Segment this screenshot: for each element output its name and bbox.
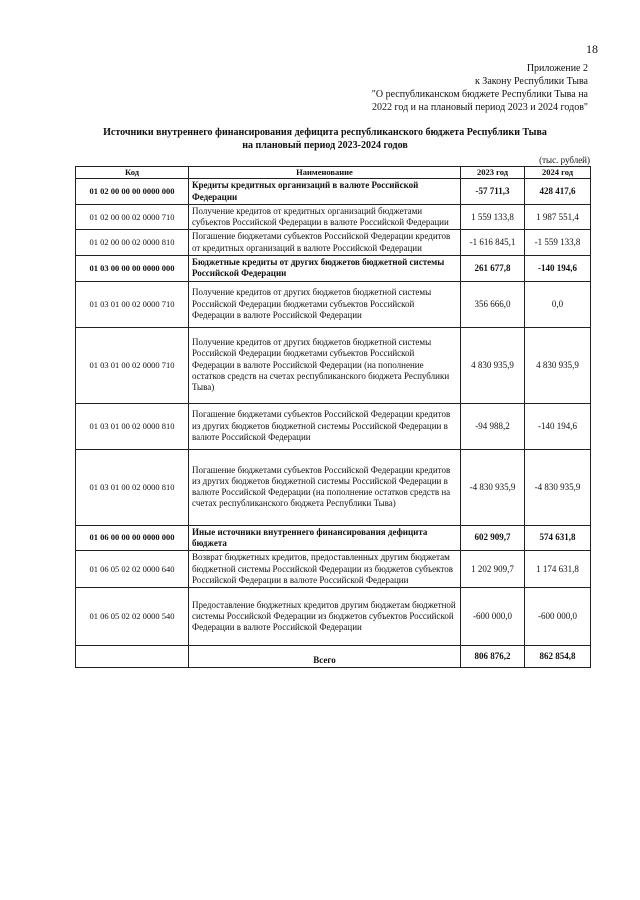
table-row bbox=[76, 551, 591, 588]
table-row bbox=[76, 230, 591, 256]
table-row bbox=[76, 449, 591, 525]
row-value-2023: 4 830 935,9 bbox=[461, 327, 525, 403]
row-value-2024: 0,0 bbox=[525, 281, 591, 327]
row-value-2024: 1 987 551,4 bbox=[525, 204, 591, 230]
title-line: Источники внутреннего финансирования дефицита республиканского бюджета Республики Тыва bbox=[103, 127, 547, 138]
row-name: Получение кредитов от других бюджетов бюджетной системы Российской Федерации бюджетами субъектов Российской Федерации в валюте Российской Федерации (на пополнение остатков средств на счетах республиканского бюджета Республики Тыва) bbox=[189, 327, 461, 403]
row-value-2023: 356 666,0 bbox=[461, 281, 525, 327]
row-value-2023: 1 559 133,8 bbox=[461, 204, 525, 230]
total-value-2024: 862 854,8 bbox=[525, 646, 591, 668]
row-value-2024: -140 194,6 bbox=[525, 403, 591, 449]
appendix-header bbox=[372, 62, 588, 114]
table-header-row bbox=[76, 167, 591, 179]
total-code-cell bbox=[76, 646, 189, 668]
row-value-2023: -4 830 935,9 bbox=[461, 449, 525, 525]
row-name: Погашение бюджетами субъектов Российской Федерации кредитов от кредитных организаций в валюте Российской Федерации bbox=[189, 230, 461, 256]
row-name: Бюджетные кредиты от других бюджетов бюджетной системы Российской Федерации bbox=[189, 256, 461, 282]
row-code: 01 03 01 00 02 0000 810 bbox=[76, 403, 189, 449]
row-value-2024: -4 830 935,9 bbox=[525, 449, 591, 525]
row-name: Возврат бюджетных кредитов, предоставленных другим бюджетам бюджетной системы Российской Федерации из бюджетов субъектов Российской Федерации в валюте Российской Федерации bbox=[189, 551, 461, 588]
table-row bbox=[76, 525, 591, 551]
financing-sources-table bbox=[75, 166, 591, 668]
row-value-2023: -1 616 845,1 bbox=[461, 230, 525, 256]
table-row bbox=[76, 588, 591, 646]
row-code: 01 06 05 02 02 0000 640 bbox=[76, 551, 189, 588]
table-row bbox=[76, 204, 591, 230]
row-value-2024: -600 000,0 bbox=[525, 588, 591, 646]
total-value-2023: 806 876,2 bbox=[461, 646, 525, 668]
row-name: Кредиты кредитных организаций в валюте Российской Федерации bbox=[189, 179, 461, 205]
total-label: Всего bbox=[189, 646, 461, 668]
row-value-2024: 4 830 935,9 bbox=[525, 327, 591, 403]
row-code: 01 02 00 00 02 0000 810 bbox=[76, 230, 189, 256]
document-title bbox=[90, 126, 560, 152]
column-header-name: Наименование bbox=[189, 167, 461, 179]
table-row bbox=[76, 281, 591, 327]
row-code: 01 06 00 00 00 0000 000 bbox=[76, 525, 189, 551]
units-label: (тыс. рублей) bbox=[539, 155, 590, 165]
row-value-2023: -600 000,0 bbox=[461, 588, 525, 646]
row-code: 01 03 01 00 02 0000 810 bbox=[76, 449, 189, 525]
row-name: Получение кредитов от других бюджетов бюджетной системы Российской Федерации бюджетами субъектов Российской Федерации в валюте Российской Федерации bbox=[189, 281, 461, 327]
column-header-code: Код bbox=[76, 167, 189, 179]
row-value-2023: -94 988,2 bbox=[461, 403, 525, 449]
table-row bbox=[76, 327, 591, 403]
appendix-line: "О республиканском бюджете Республики Тыва на bbox=[371, 89, 588, 100]
appendix-line: Приложение 2 bbox=[526, 63, 588, 74]
table-row bbox=[76, 256, 591, 282]
row-code: 01 03 01 00 02 0000 710 bbox=[76, 327, 189, 403]
row-value-2023: 261 677,8 bbox=[461, 256, 525, 282]
appendix-line: 2022 год и на плановый период 2023 и 2024 годов" bbox=[372, 102, 588, 113]
row-code: 01 03 01 00 02 0000 710 bbox=[76, 281, 189, 327]
row-value-2024: 428 417,6 bbox=[525, 179, 591, 205]
row-value-2023: 1 202 909,7 bbox=[461, 551, 525, 588]
row-name: Погашение бюджетами субъектов Российской Федерации кредитов из других бюджетов бюджетной системы Российской Федерации в валюте Российской Федерации (на пополнение остатков средств на счетах республиканского бюджета Республики Тыва) bbox=[189, 449, 461, 525]
table-row bbox=[76, 403, 591, 449]
page-number: 18 bbox=[586, 42, 598, 56]
row-name: Иные источники внутреннего финансирования дефицита бюджета bbox=[189, 525, 461, 551]
table-row bbox=[76, 179, 591, 205]
appendix-line: к Закону Республики Тыва bbox=[474, 76, 588, 87]
title-line: на плановый период 2023-2024 годов bbox=[242, 140, 408, 151]
row-name: Получение кредитов от кредитных организаций бюджетами субъектов Российской Федерации в валюте Российской Федерации bbox=[189, 204, 461, 230]
row-value-2024: -140 194,6 bbox=[525, 256, 591, 282]
row-code: 01 02 00 00 00 0000 000 bbox=[76, 179, 189, 205]
row-value-2023: 602 909,7 bbox=[461, 525, 525, 551]
table-total-row bbox=[76, 646, 591, 668]
column-header-2023: 2023 год bbox=[461, 167, 525, 179]
row-code: 01 02 00 00 02 0000 710 bbox=[76, 204, 189, 230]
row-code: 01 03 00 00 00 0000 000 bbox=[76, 256, 189, 282]
row-value-2024: 574 631,8 bbox=[525, 525, 591, 551]
column-header-2024: 2024 год bbox=[525, 167, 591, 179]
row-name: Предоставление бюджетных кредитов другим бюджетам бюджетной системы Российской Федерации из бюджетов субъектов Российской Федерации в валюте Российской Федерации bbox=[189, 588, 461, 646]
row-code: 01 06 05 02 02 0000 540 bbox=[76, 588, 189, 646]
row-name: Погашение бюджетами субъектов Российской Федерации кредитов из других бюджетов бюджетной системы Российской Федерации в валюте Российской Федерации bbox=[189, 403, 461, 449]
row-value-2024: 1 174 631,8 bbox=[525, 551, 591, 588]
row-value-2024: -1 559 133,8 bbox=[525, 230, 591, 256]
row-value-2023: -57 711,3 bbox=[461, 179, 525, 205]
